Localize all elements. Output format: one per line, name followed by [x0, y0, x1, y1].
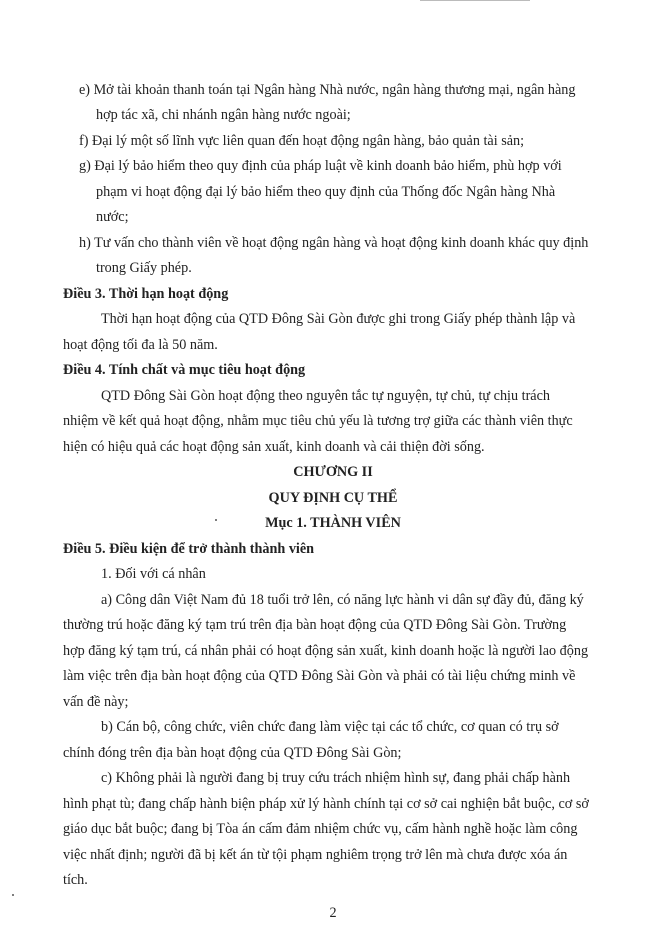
item-g-line-1: g) Đại lý bảo hiểm theo quy định của pháp luật về kinh doanh bảo hiểm, phù hợp với	[79, 158, 562, 174]
item-g-line-2: phạm vi hoạt động đại lý bảo hiểm theo quy định của Thống đốc Ngân hàng Nhà	[96, 184, 556, 200]
article-4-line-2: nhiệm về kết quả hoạt động, nhằm mục tiêu chủ yếu là tương trợ giữa các thành viên thực	[63, 413, 573, 429]
point-c-line-1: c) Không phải là người đang bị truy cứu trách nhiệm hình sự, đang phải chấp hành	[101, 770, 571, 786]
point-b-line-1: b) Cán bộ, công chức, viên chức đang làm việc tại các tổ chức, cơ quan có trụ sở	[101, 719, 559, 735]
point-a-line-5: vấn đề này;	[63, 694, 129, 710]
item-g-line-3: nước;	[96, 209, 129, 225]
scan-artifact	[420, 0, 530, 4]
item-h-line-1: h) Tư vấn cho thành viên về hoạt động ngân hàng và hoạt động kinh doanh khác quy định	[79, 235, 589, 251]
page-number: 2	[329, 905, 337, 921]
point-b-line-2: chính đóng trên địa bàn hoạt động của QTD Đông Sài Gòn;	[63, 745, 402, 761]
item-f-line-1: f) Đại lý một số lĩnh vực liên quan đến hoạt động ngân hàng, bảo quản tài sản;	[79, 133, 525, 149]
point-c-line-4: việc nhất định; người đã bị kết án từ tội phạm nghiêm trọng trở lên mà chưa được xóa án	[63, 847, 568, 863]
item-e-line-2: hợp tác xã, chi nhánh ngân hàng nước ngoài;	[96, 107, 351, 123]
item-e-line-1: e) Mở tài khoản thanh toán tại Ngân hàng Nhà nước, ngân hàng thương mại, ngân hàng	[79, 82, 576, 98]
article-5-subheading: 1. Đối với cá nhân	[101, 566, 206, 582]
chapter-heading: CHƯƠNG II	[293, 464, 373, 480]
point-a-line-1: a) Công dân Việt Nam đủ 18 tuổi trở lên, có năng lực hành vi dân sự đầy đủ, đăng ký	[101, 592, 584, 608]
scan-speck	[12, 894, 14, 896]
section-heading: Mục 1. THÀNH VIÊN	[265, 515, 401, 531]
article-4-line-1: QTD Đông Sài Gòn hoạt động theo nguyên tắc tự nguyện, tự chủ, tự chịu trách	[101, 388, 550, 404]
item-h-line-2: trong Giấy phép.	[96, 260, 192, 276]
article-3-heading: Điều 3. Thời hạn hoạt động	[63, 286, 229, 302]
article-4-heading: Điều 4. Tính chất và mục tiêu hoạt động	[63, 362, 306, 378]
point-a-line-3: hợp đăng ký tạm trú, cá nhân phải có hoạt động sản xuất, kinh doanh hoặc là người lao động	[63, 643, 589, 659]
point-c-line-3: giáo dục bắt buộc; đang bị Tòa án cấm đảm nhiệm chức vụ, cấm hành nghề hoặc làm công	[63, 821, 578, 837]
article-3-line-1: Thời hạn hoạt động của QTD Đông Sài Gòn được ghi trong Giấy phép thành lập và	[101, 311, 576, 327]
article-4-line-3: hiện có hiệu quả các hoạt động sản xuất, kinh doanh và cải thiện đời sống.	[63, 439, 485, 455]
article-3-line-2: hoạt động tối đa là 50 năm.	[63, 337, 218, 353]
point-a-line-4: làm việc trên địa bàn hoạt động của QTD Đông Sài Gòn và phải có tài liệu chứng minh về	[63, 668, 576, 684]
article-5-heading: Điều 5. Điều kiện để trở thành thành viên	[63, 541, 315, 557]
chapter-title: QUY ĐỊNH CỤ THỂ	[268, 490, 398, 506]
point-c-line-2: hình phạt tù; đang chấp hành biện pháp xử lý hành chính tại cơ sở cai nghiện bắt buộc, cơ sở	[63, 796, 589, 812]
point-a-line-2: thường trú hoặc đăng ký tạm trú trên địa bàn hoạt động của QTD Đông Sài Gòn. Trường	[63, 617, 567, 633]
point-c-line-5: tích.	[63, 872, 88, 888]
scan-speck	[215, 519, 217, 521]
